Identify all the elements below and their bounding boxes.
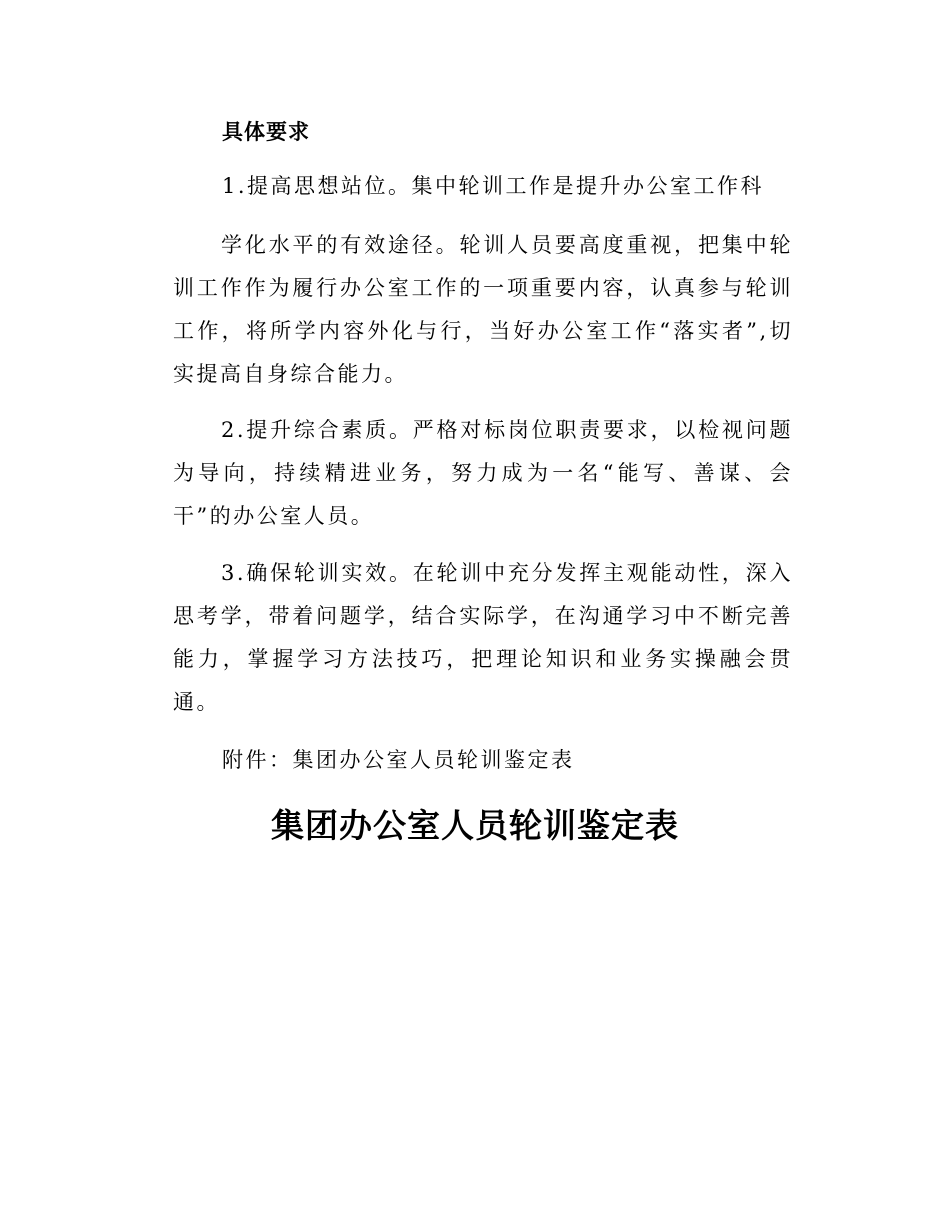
item-3-paragraph: 3.确保轮训实效。在轮训中充分发挥主观能动性，深入思考学，带着问题学，结合实际学，在沟通学习中不断完善能力，掌握学习方法技巧，把理论知识和业务实操融会贯通。 [173,561,793,714]
attachment-line: 附件：集团办公室人员轮训鉴定表 [222,748,575,772]
form-title: 集团办公室人员轮训鉴定表 [271,806,679,845]
section-heading: 具体要求 [222,120,310,144]
item-1-body: 学化水平的有效途径。轮训人员要高度重视，把集中轮训工作作为履行办公室工作的一项重要内容，认真参与轮训工作，将所学内容外化与行，当好办公室工作“落实者”,切实提高自身综合能力。 [173,233,793,386]
item-1-lead: 1.提高思想站位。集中轮训工作是提升办公室工作科 [222,174,765,198]
item-2-paragraph: 2.提升综合素质。严格对标岗位职责要求，以检视问题为导向，持续精进业务，努力成为一名“能写、善谋、会干”的办公室人员。 [173,418,793,528]
